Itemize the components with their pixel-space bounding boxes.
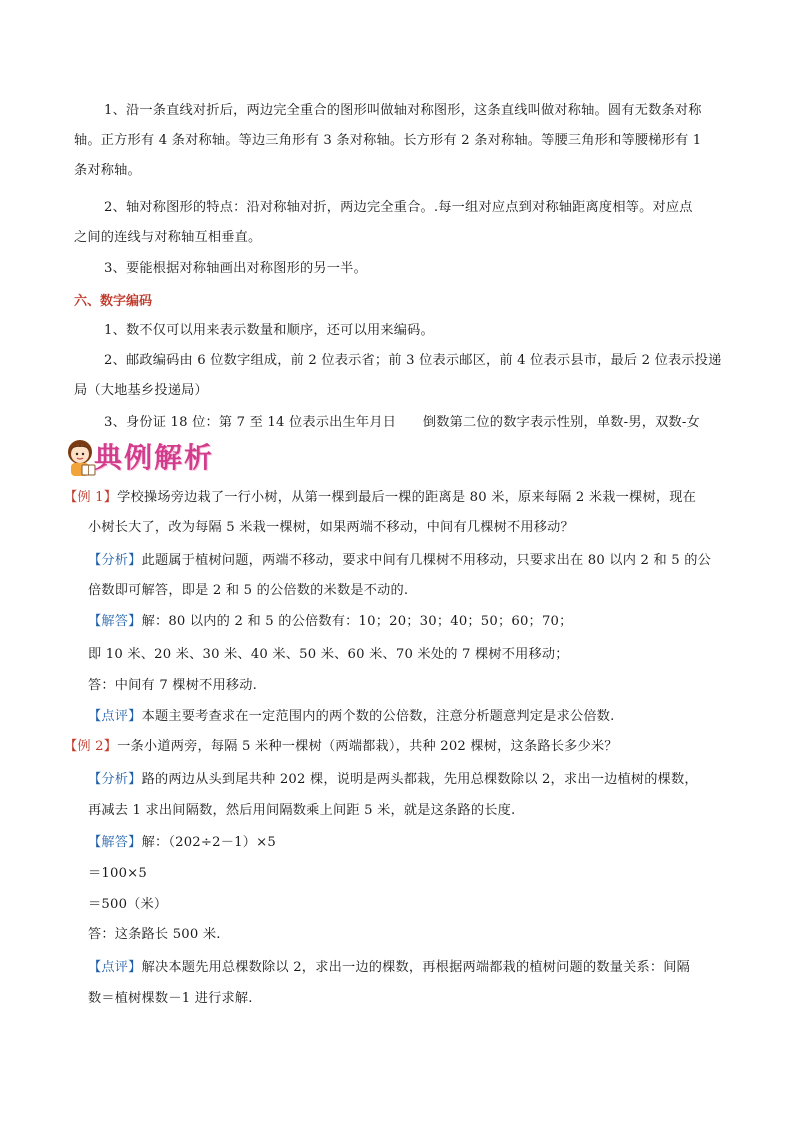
example2-analysis-tag: 【分析】 <box>88 772 142 787</box>
example1-answer-line3: 答：中间有 7 棵树不用移动. <box>88 678 258 693</box>
examples-heading: 典例解析 <box>94 441 215 474</box>
example2-answer-line3: ＝500（米） <box>88 897 168 912</box>
example1-analysis-text: 此题属于植树问题，两端不移动，要求中间有几棵树不用移动，只要求出在 80 以内 2 和 5 的公 <box>141 553 711 568</box>
axis-p1-line3: 条对称轴。 <box>74 163 141 178</box>
example1-tag: 【例 1】 <box>64 490 118 505</box>
example2-answer-line1 <box>88 834 276 852</box>
example2-answer-line4: 答：这条路长 500 米. <box>88 927 221 942</box>
example1-analysis-tag: 【分析】 <box>88 553 142 568</box>
girl-mascot-icon <box>64 438 98 478</box>
encoding-p3: 3、身份证 18 位：第 7 至 14 位表示出生年月日 倒数第二位的数字表示性别，单数-男，双数-女 <box>104 415 700 430</box>
example2-comment-line1 <box>88 959 690 977</box>
example2-question <box>64 738 618 756</box>
example2-analysis-line1 <box>88 771 698 789</box>
example2-comment-line2: 数＝植树棵数－1 进行求解. <box>88 991 253 1006</box>
axis-p2-line1: 2、轴对称图形的特点：沿对称轴对折，两边完全重合。.每一组对应点到对称轴距离度相等。对应点 <box>104 200 693 215</box>
example2-comment-text: 解决本题先用总棵数除以 2，求出一边的棵数，再根据两端都栽的植树问题的数量关系：间隔 <box>141 960 691 975</box>
example2-answer-text: 解：（202÷2－1）×5 <box>141 835 276 850</box>
axis-p1-line1: 1、沿一条直线对折后，两边完全重合的图形叫做轴对称图形，这条直线叫做对称轴。圆有无数条对称 <box>104 103 702 118</box>
example1-analysis-line1 <box>88 552 711 570</box>
example1-answer-line2: 即 10 米、20 米、30 米、40 米、50 米、60 米、70 米处的 7 棵树不用移动； <box>88 647 569 662</box>
example2-comment-tag: 【点评】 <box>88 960 142 975</box>
example2-answer-line2: ＝100×5 <box>88 866 147 881</box>
encoding-p2-line1: 2、邮政编码由 6 位数字组成，前 2 位表示省；前 3 位表示邮区，前 4 位表示县市，最后 2 位表示投递 <box>104 353 722 368</box>
example1-comment-tag: 【点评】 <box>88 709 142 724</box>
example2-tag: 【例 2】 <box>64 739 118 754</box>
axis-p2-line2: 之间的连线与对称轴互相垂直。 <box>74 230 262 245</box>
encoding-p1: 1、数不仅可以用来表示数量和顺序，还可以用来编码。 <box>104 323 434 338</box>
encoding-p2-line2: 局（大地基乡投递局） <box>74 383 208 398</box>
example1-question-line1 <box>64 489 696 507</box>
example1-question-text: 学校操场旁边栽了一行小树，从第一棵到最后一棵的距离是 80 米，原来每隔 2 米栽一棵树，现在 <box>117 490 696 505</box>
example2-answer-tag: 【解答】 <box>88 835 142 850</box>
example1-comment-text: 本题主要考查求在一定范围内的两个数的公倍数，注意分析题意判定是求公倍数. <box>141 709 615 724</box>
example2-analysis-text: 路的两边从头到尾共种 202 棵，说明是两头都栽，先用总棵数除以 2，求出一边植树的棵数， <box>141 772 698 787</box>
example1-comment <box>88 708 615 726</box>
example1-answer-line1 <box>88 613 573 631</box>
example2-analysis-line2: 再减去 1 求出间隔数，然后用间隔数乘上间距 5 米，就是这条路的长度. <box>88 803 516 818</box>
axis-p1-line2: 轴。正方形有 4 条对称轴。等边三角形有 3 条对称轴。长方形有 2 条对称轴。等腰三角形和等腰梯形有 1 <box>74 133 702 148</box>
example1-answer-tag: 【解答】 <box>88 614 142 629</box>
example1-analysis-line2: 倍数即可解答，即是 2 和 5 的公倍数的米数是不动的. <box>88 583 409 598</box>
section-heading-encoding: 六、数字编码 <box>74 294 153 309</box>
example1-question-line2: 小树长大了，改为每隔 5 米栽一棵树，如果两端不移动，中间有几棵树不用移动？ <box>88 520 574 535</box>
example2-question-text: 一条小道两旁，每隔 5 米种一棵树（两端都栽），共种 202 棵树，这条路长多少米？ <box>117 739 618 754</box>
example1-answer-text: 解：80 以内的 2 和 5 的公倍数有：10；20；30；40；50；60；70； <box>141 614 573 629</box>
examples-heading-block <box>64 436 264 480</box>
axis-p3: 3、要能根据对称轴画出对称图形的另一半。 <box>104 261 367 276</box>
